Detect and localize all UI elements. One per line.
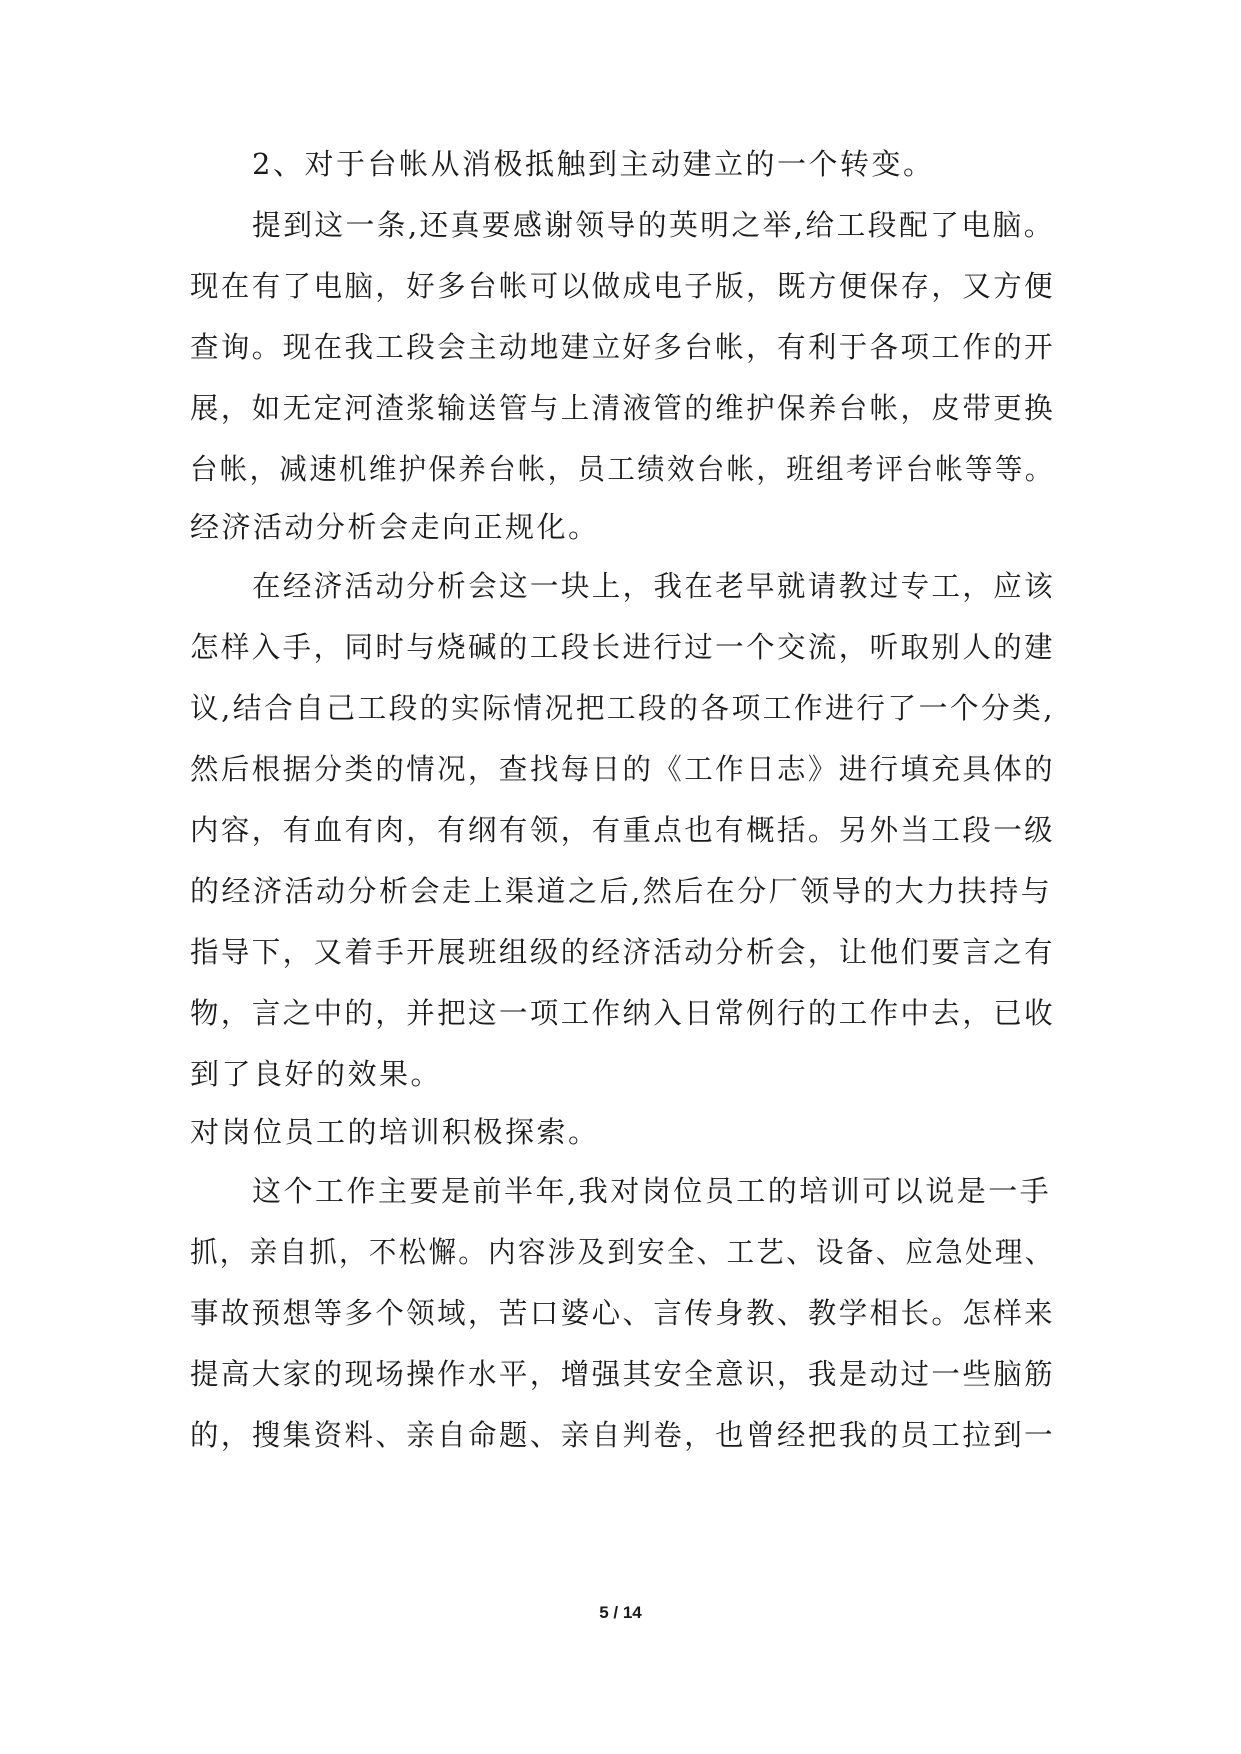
paragraph-line: 的，搜集资料、亲自命题、亲自判卷，也曾经把我的员工拉到一	[190, 1418, 1056, 1452]
paragraph-line: 在经济活动分析会这一块上，我在老早就请教过专工，应该	[252, 569, 1056, 603]
paragraph-line: 现在有了电脑，好多台帐可以做成电子版，既方便保存，又方便	[190, 269, 1056, 303]
paragraph-line: 怎样入手，同时与烧碱的工段长进行过一个交流，听取别人的建	[190, 630, 1056, 664]
paragraph-line: 提到这一条,还真要感谢领导的英明之举,给工段配了电脑。	[252, 208, 1055, 242]
paragraph-line: 然后根据分类的情况，查找每日的《工作日志》进行填充具体的	[190, 752, 1056, 786]
paragraph-line: 内容，有血有肉，有纲有领，有重点也有概括。另外当工段一级	[190, 813, 1056, 847]
paragraph-line: 事故预想等多个领域，苦口婆心、言传身教、教学相长。怎样来	[190, 1296, 1056, 1330]
paragraph-line: 提高大家的现场操作水平，增强其安全意识，我是动过一些脑筋	[190, 1357, 1056, 1391]
paragraph-line: 抓，亲自抓，不松懈。内容涉及到安全、工艺、设备、应急处理、	[190, 1235, 1055, 1269]
paragraph-line: 到了良好的效果。	[190, 1057, 443, 1091]
heading-ledger-transition: 2、对于台帐从消极抵触到主动建立的一个转变。	[252, 147, 935, 181]
paragraph-line: 展，如无定河渣浆输送管与上清液管的维护保养台帐，皮带更换	[190, 391, 1056, 425]
paragraph-line: 指导下，又着手开展班组级的经济活动分析会，让他们要言之有	[190, 935, 1056, 969]
paragraph-line: 的经济活动分析会走上渠道之后,然后在分厂领导的大力扶持与	[190, 874, 1053, 908]
paragraph-line: 台帐，减速机维护保养台帐，员工绩效台帐，班组考评台帐等等。	[190, 452, 1055, 486]
heading-staff-training: 对岗位员工的培训积极探索。	[190, 1115, 600, 1149]
paragraph-line: 这个工作主要是前半年,我对岗位员工的培训可以说是一手	[252, 1174, 1052, 1208]
paragraph-line: 查询。现在我工段会主动地建立好多台帐，有利于各项工作的开	[190, 330, 1056, 364]
paragraph-line: 物，言之中的，并把这一项工作纳入日常例行的工作中去，已收	[190, 996, 1056, 1030]
paragraph-line: 议,结合自己工段的实际情况把工段的各项工作进行了一个分类,	[190, 691, 1055, 725]
page-number: 5 / 14	[599, 1603, 642, 1622]
heading-economic-analysis: 经济活动分析会走向正规化。	[190, 510, 600, 544]
